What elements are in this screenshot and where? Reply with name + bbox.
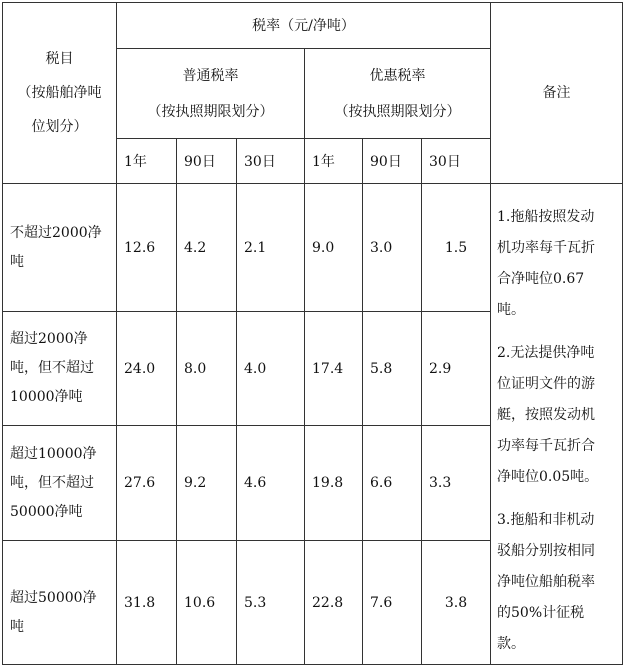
remarks-cell	[491, 184, 623, 665]
row-label: 超过50000净 吨	[3, 541, 117, 665]
rate-cell: 9.0	[305, 184, 363, 312]
preferential-rate-header	[305, 49, 491, 139]
tax-item-subtitle-1: （按船舶净吨	[17, 85, 102, 101]
row-label: 超过10000净 吨，但不超过 50000净吨	[3, 426, 117, 541]
normal-rate-label: 普通税率	[182, 67, 239, 84]
period-header-1y: 1年	[305, 139, 363, 184]
rate-cell: 9.2	[177, 426, 237, 541]
rate-cell: 4.0	[237, 312, 305, 426]
rate-cell: 2.9	[422, 312, 491, 426]
rate-cell: 27.6	[117, 426, 177, 541]
rate-cell: 4.2	[177, 184, 237, 312]
note-1: 1.拖船按照发动 机功率每千瓦折 合净吨位0.67 吨。	[497, 209, 595, 318]
normal-rate-header	[117, 49, 305, 139]
row-label: 不超过2000净 吨	[3, 184, 117, 312]
remarks-header: 备注	[491, 3, 623, 184]
period-header-90d: 90日	[363, 139, 422, 184]
rate-cell: 5.3	[237, 541, 305, 665]
period-header-1y: 1年	[117, 139, 177, 184]
rate-cell: 8.0	[177, 312, 237, 426]
preferential-rate-label: 优惠税率	[369, 67, 426, 84]
note-3: 3.拖船和非机动 驳船分别按相同 净吨位船舶税率 的50%计征税 款。	[497, 512, 595, 652]
rate-cell: 2.1	[237, 184, 305, 312]
rate-cell: 17.4	[305, 312, 363, 426]
rate-cell: 3.0	[363, 184, 422, 312]
note-2: 2.无法提供净吨 位证明文件的游 艇，按照发动机 功率每千瓦折合 净吨位0.05吨。	[497, 345, 599, 485]
rate-cell: 3.3	[422, 426, 491, 541]
rate-cell: 4.6	[237, 426, 305, 541]
rate-cell: 7.6	[363, 541, 422, 665]
rate-cell: 24.0	[117, 312, 177, 426]
rate-cell: 22.8	[305, 541, 363, 665]
rate-cell: 31.8	[117, 541, 177, 665]
tax-rate-header: 税率（元/净吨）	[117, 3, 491, 49]
tax-item-title: 税目	[45, 51, 74, 67]
rate-cell: 12.6	[117, 184, 177, 312]
rate-cell: 5.8	[363, 312, 422, 426]
period-header-30d: 30日	[422, 139, 491, 184]
period-header-30d: 30日	[237, 139, 305, 184]
tax-item-subtitle-2: 位划分）	[31, 119, 88, 135]
rate-cell: 1.5	[422, 184, 491, 312]
rate-cell: 3.8	[422, 541, 491, 665]
rate-cell: 10.6	[177, 541, 237, 665]
table-row	[3, 184, 623, 312]
period-header-90d: 90日	[177, 139, 237, 184]
row-label: 超过2000净 吨，但不超过 10000净吨	[3, 312, 117, 426]
rate-cell: 6.6	[363, 426, 422, 541]
preferential-rate-period-note: （按执照期限划分）	[334, 103, 461, 120]
rate-cell: 19.8	[305, 426, 363, 541]
tonnage-tax-table	[2, 2, 623, 665]
tax-item-header	[3, 3, 117, 184]
normal-rate-period-note: （按执照期限划分）	[147, 103, 274, 120]
